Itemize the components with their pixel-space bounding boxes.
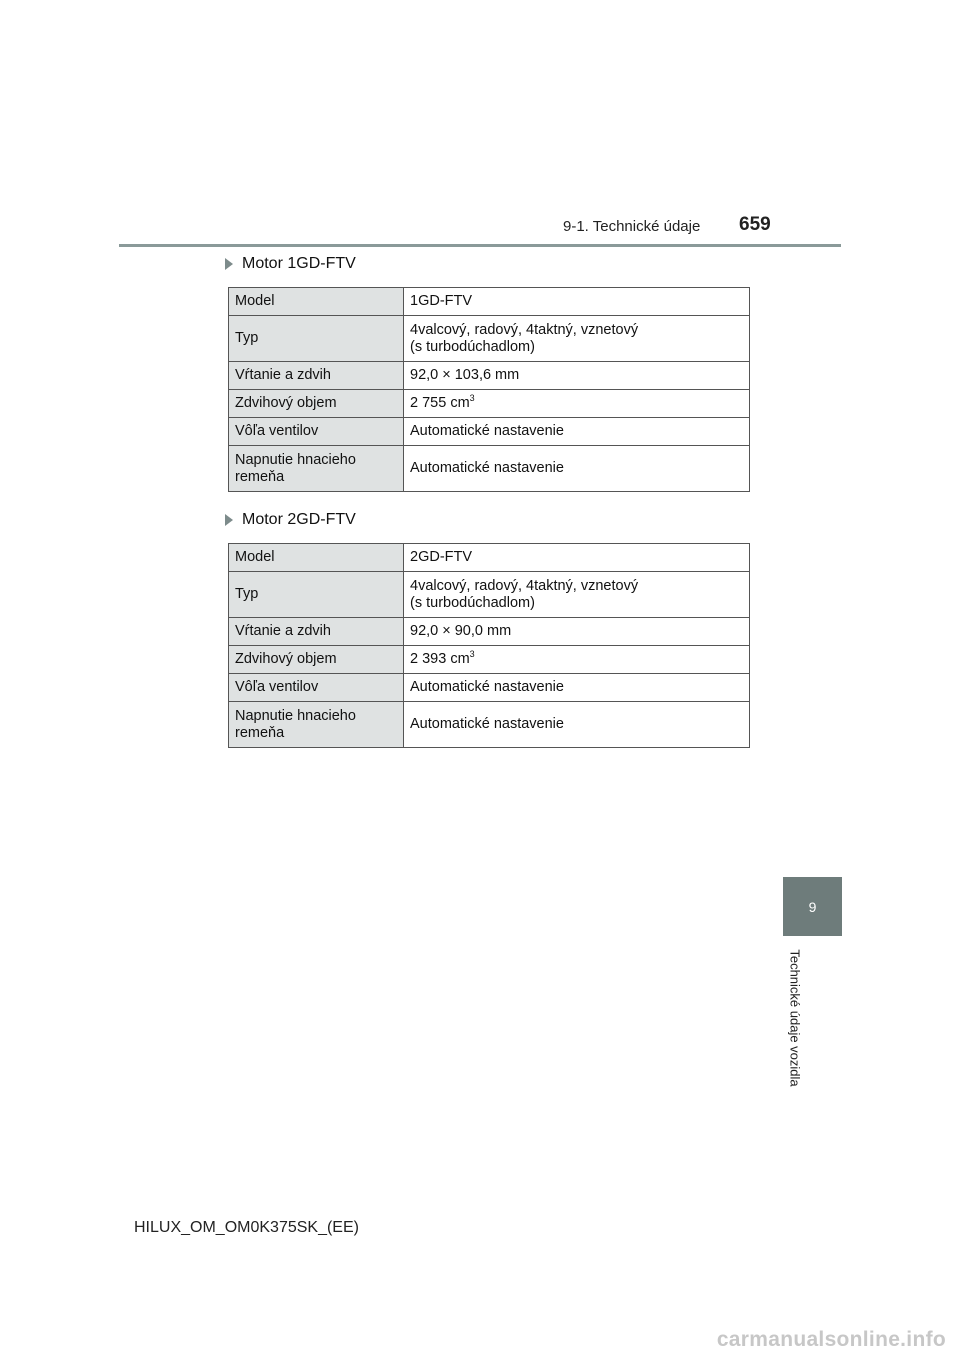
row-label: Model <box>229 288 404 316</box>
manual-code: HILUX_OM_OM0K375SK_(EE) <box>134 1219 359 1236</box>
row-label: Typ <box>229 316 404 362</box>
row-value: Automatické nastavenie <box>404 446 750 492</box>
engine-1-heading-text: Motor 1GD-FTV <box>242 255 356 272</box>
table-row <box>229 646 750 674</box>
engine-1-spec-table <box>228 287 750 492</box>
row-label: Zdvihový objem <box>229 390 404 418</box>
row-label: Zdvihový objem <box>229 646 404 674</box>
table-row <box>229 618 750 646</box>
row-value <box>404 646 750 674</box>
row-value: 2GD-FTV <box>404 544 750 572</box>
chapter-tab <box>783 877 842 936</box>
bullet-triangle-icon <box>225 258 233 270</box>
row-label: Napnutie hnacieho remeňa <box>229 446 404 492</box>
row-label: Model <box>229 544 404 572</box>
chapter-number: 9 <box>808 898 817 915</box>
watermark: carmanualsonline.info <box>716 1328 946 1351</box>
row-value: Automatické nastavenie <box>404 674 750 702</box>
row-value: 92,0 × 90,0 mm <box>404 618 750 646</box>
row-value: 1GD-FTV <box>404 288 750 316</box>
row-value: 4valcový, radový, 4taktný, vznetový (s turbodúchadlom) <box>404 316 750 362</box>
displacement-value: 2 393 cm <box>410 651 470 667</box>
row-label: Napnutie hnacieho remeňa <box>229 702 404 748</box>
table-row <box>229 674 750 702</box>
unit-exponent: 3 <box>469 649 475 660</box>
row-label: Vŕtanie a zdvih <box>229 618 404 646</box>
row-value: 4valcový, radový, 4taktný, vznetový (s turbodúchadlom) <box>404 572 750 618</box>
row-label: Vôľa ventilov <box>229 418 404 446</box>
page-number: 659 <box>739 214 771 235</box>
header-divider <box>119 244 841 247</box>
table-row <box>229 316 750 362</box>
table-row <box>229 362 750 390</box>
engine-2-spec-table <box>228 543 750 748</box>
table-row <box>229 390 750 418</box>
row-label: Vŕtanie a zdvih <box>229 362 404 390</box>
row-value: Automatické nastavenie <box>404 418 750 446</box>
table-row <box>229 446 750 492</box>
row-label: Typ <box>229 572 404 618</box>
chapter-tab-label: Technické údaje vozidla <box>787 949 803 1087</box>
table-row <box>229 544 750 572</box>
bullet-triangle-icon <box>225 514 233 526</box>
table-row <box>229 288 750 316</box>
section-title: 9-1. Technické údaje <box>563 218 701 235</box>
table-row <box>229 572 750 618</box>
table-row <box>229 702 750 748</box>
row-value: Automatické nastavenie <box>404 702 750 748</box>
unit-exponent: 3 <box>469 393 475 404</box>
engine-1-heading <box>225 255 356 273</box>
table-row <box>229 418 750 446</box>
row-value <box>404 390 750 418</box>
engine-2-heading-text: Motor 2GD-FTV <box>242 511 356 528</box>
row-value: 92,0 × 103,6 mm <box>404 362 750 390</box>
displacement-value: 2 755 cm <box>410 395 470 411</box>
row-label: Vôľa ventilov <box>229 674 404 702</box>
engine-2-heading <box>225 511 356 529</box>
